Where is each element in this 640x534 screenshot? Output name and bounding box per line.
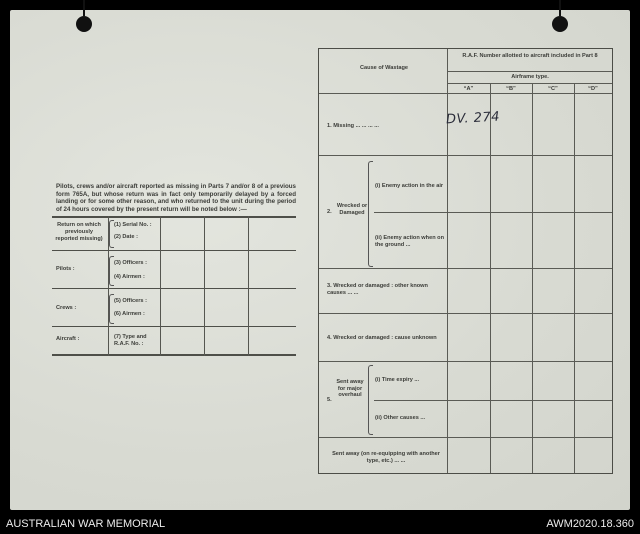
column-d: “D”: [588, 86, 598, 92]
punch-hole-left: [76, 16, 92, 32]
footer-catalogue-id: AWM2020.18.360: [546, 518, 634, 530]
footer-bar: [0, 512, 640, 534]
row-other-causes: (ii) Other causes ...: [375, 415, 426, 421]
row-reequip: Sent away (on re-equipping with another type, etc.) ... ...: [332, 451, 440, 464]
row-enemy-air: (i) Enemy action in the air: [375, 183, 444, 189]
footer-institution: AUSTRALIAN WAR MEMORIAL: [6, 518, 166, 530]
row-wrecked-other: 3. Wrecked or damaged : other known causes ... ...: [327, 283, 428, 296]
cause-of-wastage-header: Cause of Wastage: [360, 65, 408, 71]
row-missing: 1. Missing ... ... ... ...: [327, 123, 379, 129]
row-overhaul-label: Sent away for major overhaul: [336, 379, 364, 399]
group-label-return: Return on which previously reported missing): [55, 222, 103, 242]
pilot-officers-label: (3) Officers :: [114, 260, 147, 266]
row-wrecked-label: Wrecked or Damaged: [336, 203, 368, 216]
group-label-aircraft: Aircraft :: [56, 336, 80, 342]
airframe-type-header: Airframe type.: [511, 74, 549, 80]
returned-aircraft-note: Pilots, crews and/or aircraft reported as missing in Parts 7 and/or 8 of a previous form 765A, but whose return was in fact only temporarily delayed by a forced landing or for some other reason, and who returned to the unit during the period of 24 hours covered by the present return will be noted below :—: [56, 183, 296, 213]
pilot-airmen-label: (4) Airmen :: [114, 274, 145, 280]
column-b: “B”: [506, 86, 516, 92]
raf-number-header: R.A.F. Number allotted to aircraft included in Part 8: [462, 53, 598, 59]
row-wrecked-unknown: 4. Wrecked or damaged : cause unknown: [327, 335, 437, 341]
group-label-pilots: Pilots :: [56, 266, 75, 272]
column-a: “A”: [463, 86, 474, 92]
row-enemy-ground: (ii) Enemy action when on the ground ...: [375, 235, 444, 248]
group-label-crews: Crews :: [56, 305, 77, 311]
type-raf-no-label: (7) Type and R.A.F. No. :: [114, 334, 147, 347]
serial-no-label: (1) Serial No. :: [114, 222, 152, 228]
crew-officers-label: (5) Officers :: [114, 298, 147, 304]
punch-hole-right: [552, 16, 568, 32]
crew-airmen-label: (6) Airmen :: [114, 311, 145, 317]
row-wrecked-number: 2.: [327, 209, 332, 215]
column-c: “C”: [548, 86, 558, 92]
returned-aircraft-table: [52, 216, 296, 356]
handwritten-aircraft-number: DV. 274: [445, 109, 501, 128]
row-overhaul-number: 5.: [327, 397, 332, 403]
date-label: (2) Date :: [114, 234, 138, 240]
row-time-expiry: (i) Time expiry ...: [375, 377, 420, 383]
